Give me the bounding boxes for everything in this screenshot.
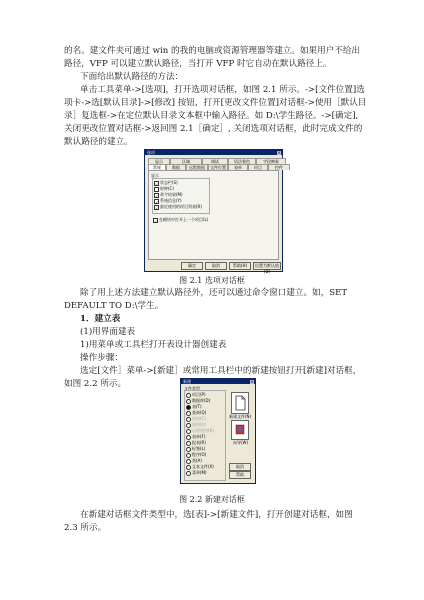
paragraph-line: 关闭更改位置对话框->返回图 2.1［确定］, 关闭选项对话框，此时完成文件的 <box>64 124 363 134</box>
radio-option: 标签(L) <box>186 446 205 452</box>
ok-button: 确定 <box>181 262 203 270</box>
list-line: 操作步骤： <box>80 353 123 363</box>
wizard-icon <box>231 420 249 440</box>
group-label: 文件类型 <box>184 386 200 391</box>
close-icon: × <box>277 149 281 155</box>
list-line: 选定[文件］菜单->[新建］或常用工具栏中的新建按钮打开[新建]对话框， <box>80 366 362 376</box>
group-label: 显示 <box>151 173 159 178</box>
tab: 显示 <box>148 158 170 164</box>
tab: 区域 <box>170 158 202 164</box>
dialog-titlebar <box>145 150 282 155</box>
help-button: 帮助 <box>229 471 251 479</box>
list-line: 1)用菜单或工具栏打开表设计器创建表 <box>80 340 227 350</box>
paragraph-line: 2.3 所示。 <box>64 523 107 533</box>
paragraph-line: 单击工具菜单->[选项]，打开选项对话框，如图 2.1 所示。->[文件位置]选 <box>80 85 365 95</box>
paragraph-line: 的名。建文件夹可通过 win 的我的电脑或资源管理器等建立。如果用户不给出 <box>64 46 361 56</box>
cancel-button: 取消 <box>205 262 227 270</box>
set-default-button: 设置为默认值(D) <box>255 263 279 274</box>
checkbox: ✓ 系统信息(Y) <box>155 198 182 205</box>
radio-option: 菜单(M) <box>186 470 207 476</box>
tab: 项目 <box>248 164 268 170</box>
tab: 语法着色 <box>228 158 256 164</box>
options-dialog-figure <box>144 149 283 272</box>
wizard-label: 向导(W) <box>233 440 249 445</box>
dialog-title: 选项 <box>147 150 155 155</box>
new-dialog-figure <box>180 378 256 484</box>
radio-option: 项目(P) <box>186 392 206 398</box>
tab: 远程数据 <box>186 164 208 170</box>
paragraph-line: 项卡->选[默认目录]->[修改] 按钮，打开[更改文件位置]对话框->使用［默认目 <box>64 98 367 108</box>
list-line: (1)用界面建表 <box>80 327 136 337</box>
paragraph-line: 录］复选框->在定位默认目录文本框中输入路径。如 D:\学生路径。->[确定], <box>64 111 359 121</box>
help-button: 帮助(H) <box>229 262 251 270</box>
paragraph-line: 除了用上述方法建立默认路径外，还可以通过命令窗口建立。如，SET <box>80 288 348 298</box>
paragraph-line: 在新建对话框文件类型中，选[表]->[新建文件]，打开创建对话框，如图 <box>80 510 353 520</box>
paragraph-line: DEFAULT TO D:\学生。 <box>64 301 164 311</box>
radio-option: 表(T) <box>186 404 202 410</box>
dialog-title: 新建 <box>183 379 191 384</box>
figure-caption: 图 2.1 选项对话框 <box>179 276 245 285</box>
new-file-label: 新建文件(N) <box>229 414 252 419</box>
close-icon: × <box>250 378 254 384</box>
tab: 字段映象 <box>256 158 286 164</box>
section-heading: 1．建立表 <box>80 314 121 324</box>
tab-panel <box>148 170 279 260</box>
figure-caption: 图 2.2 新建对话框 <box>179 495 245 504</box>
tab: 调试 <box>202 158 228 164</box>
radio-option: 表单(F) <box>186 434 205 440</box>
tab: 常规 <box>148 164 166 170</box>
radio-option: 远程视图(R) <box>186 428 214 434</box>
radio-option: 查询(Q) <box>186 410 206 416</box>
tab: 表单 <box>228 164 248 170</box>
checkbox: ✓ 状态栏(S) <box>155 180 178 187</box>
radio-option: 程序(O) <box>186 452 206 458</box>
list-line: 如图 2.2 所示。 <box>64 379 127 389</box>
new-file-icon <box>231 392 249 414</box>
radio-option: 报表(R) <box>186 440 206 446</box>
radio-option: 视图(V) <box>186 422 206 428</box>
tab: 文件位置 <box>210 165 226 170</box>
checkbox: ✓ 最近使用的项目列表(R) <box>155 204 202 211</box>
tab: 控件 <box>268 164 290 170</box>
paragraph-line: 下面给出默认路径的方法： <box>80 72 184 82</box>
cancel-button: 取消 <box>229 463 251 471</box>
paragraph-line: 默认路径的建立。 <box>64 137 133 147</box>
checkbox: 时钟(C) <box>154 186 174 192</box>
paragraph-line: 路径，VFP 可以建立默认路径，当打开 VFP 时它自动在默认路径上。 <box>64 59 332 69</box>
radio-option: 连接(C) <box>186 416 206 422</box>
radio-option: 数据库(D) <box>186 398 210 404</box>
radio-option: 类(A) <box>186 458 202 464</box>
checkbox: ✓ 命令结果(M) <box>155 192 183 199</box>
dialog-titlebar <box>181 379 255 384</box>
tab: 数据 <box>166 164 186 170</box>
radio-option: 文本文件(X) <box>186 464 214 470</box>
checkbox: ✓ 在模块中打开上一个项目(L) <box>154 217 209 224</box>
